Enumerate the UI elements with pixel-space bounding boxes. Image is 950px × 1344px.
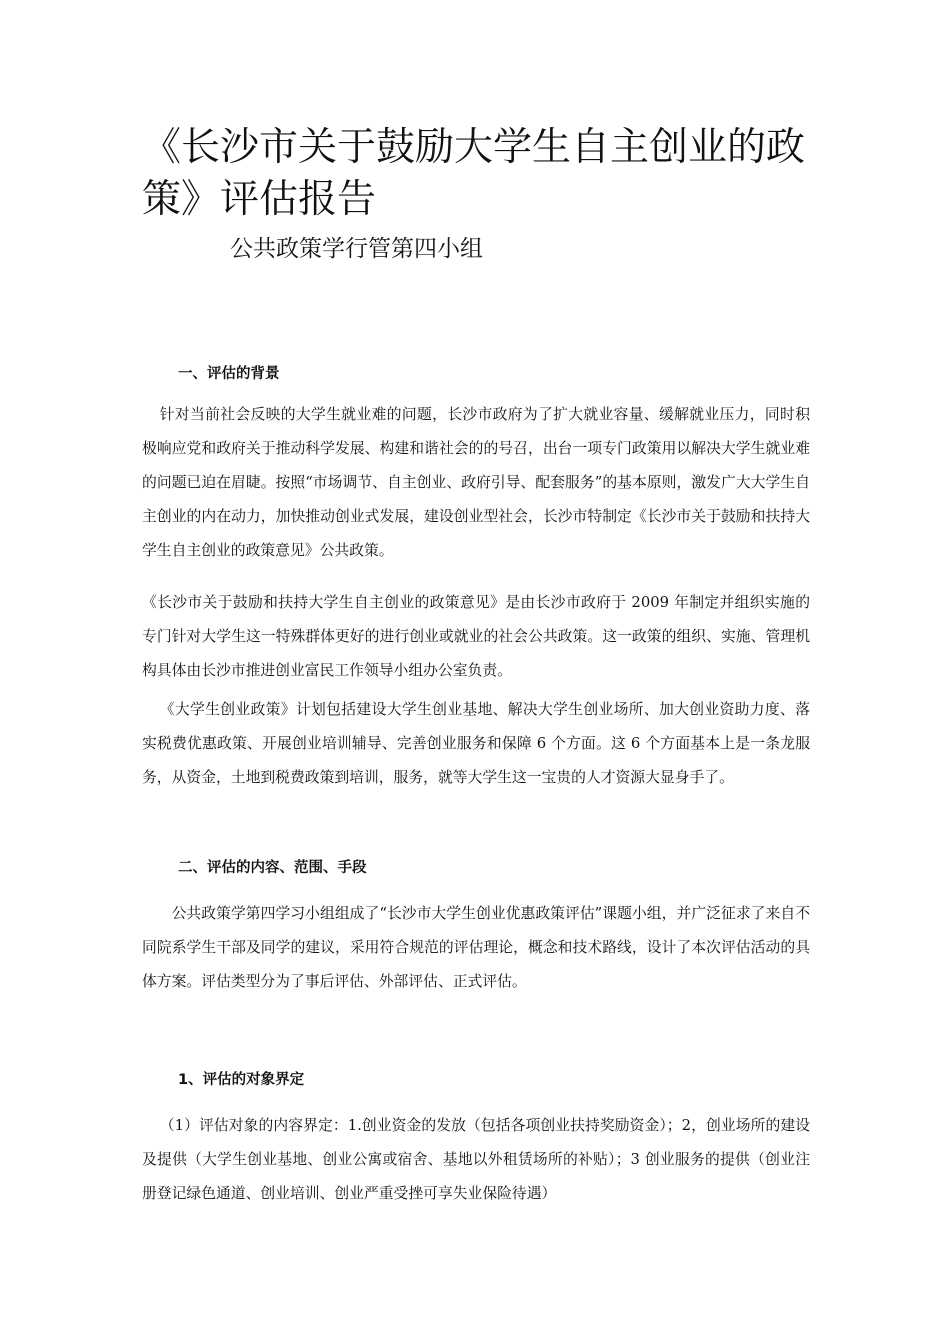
section-heading-background: 一、评估的背景 [178,366,280,382]
paragraph-content-1: 公共政策学第四学习小组组成了“长沙市大学生创业优惠政策评估”课题小组，并广泛征求了来自不同院系学生干部及同学的建议，采用符合规范的评估理论，概念和技术路线，设计了本次评估活动的具体方案。评估类型分为了事后评估、外部评估、正式评估。 [142,905,810,990]
paragraph-background-2: 《长沙市关于鼓励和扶持大学生自主创业的政策意见》是由长沙市政府于 2009 年制定并组织实施的专门针对大学生这一特殊群体更好的进行创业或就业的社会公共政策。这一政策的组织、实施、管理机构具体由长沙市推进创业富民工作领导小组办公室负责。 [142,594,810,679]
paragraph-background-1: 针对当前社会反映的大学生就业难的问题，长沙市政府为了扩大就业容量、缓解就业压力，同时积极响应党和政府关于推动科学发展、构建和谐社会的的号召，出台一项专门政策用以解决大学生就业难的问题已迫在眉睫。按照“市场调节、自主创业、政府引导、配套服务”的基本原则，激发广大大学生自主创业的内在动力，加快推动创业式发展，建设创业型社会，长沙市特制定《长沙市关于鼓励和扶持大学生自主创业的政策意见》公共政策。 [142,406,810,559]
paragraph-object-1: （1）评估对象的内容界定：1.创业资金的发放（包括各项创业扶持奖励资金）；2，创业场所的建设及提供（大学生创业基地、创业公寓或宿舍、基地以外租赁场所的补贴）；3 创业服务的提供（创业注册登记绿色通道、创业培训、创业严重受挫可享失业保险待遇） [142,1117,810,1202]
subsection-heading-object: 1、评估的对象界定 [178,1072,305,1088]
document-title: 《长沙市关于鼓励大学生自主创业的政策》评估报告 [142,125,806,222]
document-author: 公共政策学行管第四小组 [230,236,483,262]
paragraph-background-3: 《大学生创业政策》计划包括建设大学生创业基地、解决大学生创业场所、加大创业资助力度、落实税费优惠政策、开展创业培训辅导、完善创业服务和保障 6 个方面。这 6 个方面基本上是一条龙服务，从资金，土地到税费政策到培训，服务，就等大学生这一宝贵的人才资源大显身手了。 [142,701,810,786]
section-heading-content: 二、评估的内容、范围、手段 [178,860,367,876]
